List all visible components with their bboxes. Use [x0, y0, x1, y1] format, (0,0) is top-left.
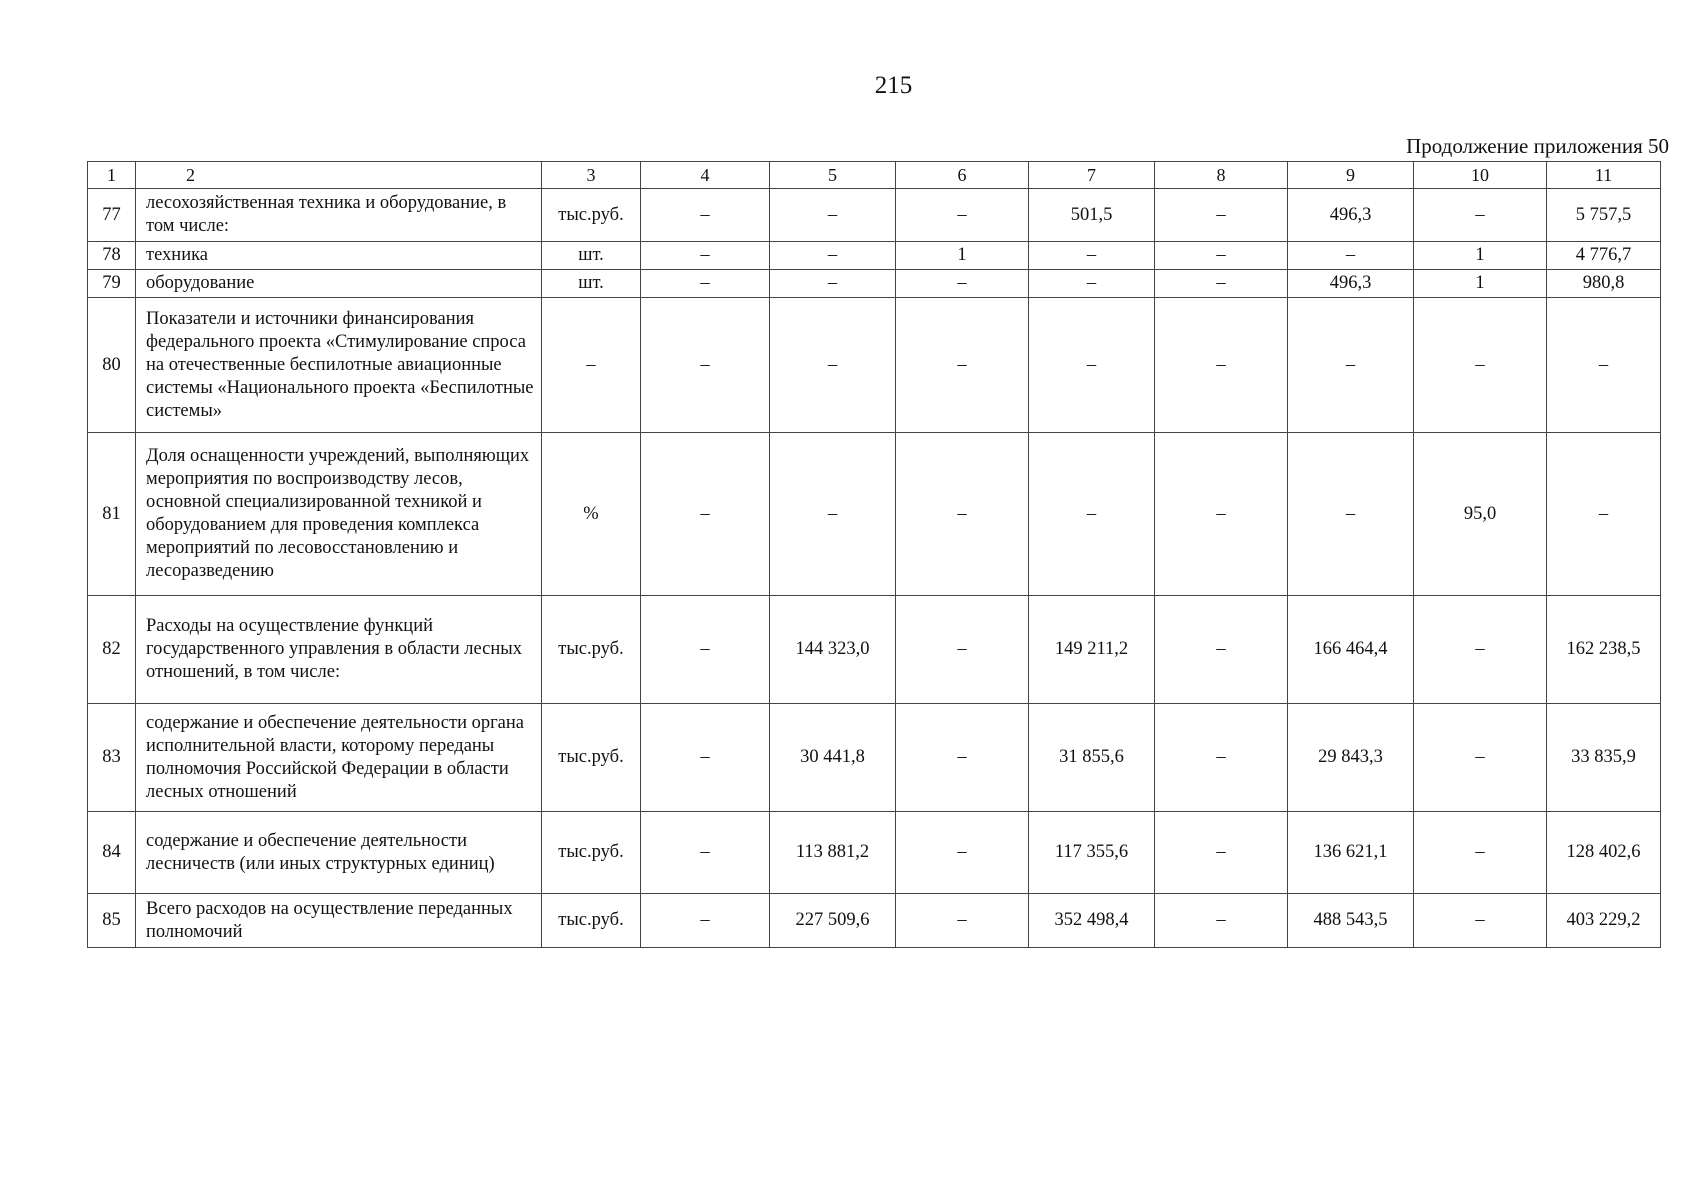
page-number: 215: [874, 72, 913, 99]
table-cell: –: [1414, 596, 1547, 704]
table-cell: –: [1155, 596, 1288, 704]
column-header: 8: [1155, 162, 1288, 189]
table-cell: –: [641, 433, 770, 596]
table-cell: 95,0: [1414, 433, 1547, 596]
table-cell: –: [1155, 812, 1288, 894]
row-unit: %: [542, 433, 641, 596]
table-cell: –: [1414, 189, 1547, 242]
data-table: [87, 161, 1661, 948]
table-cell: –: [1547, 433, 1661, 596]
row-description: оборудование: [136, 270, 542, 298]
column-header: 6: [896, 162, 1029, 189]
table-cell: 227 509,6: [770, 894, 896, 948]
table-row: [88, 704, 1661, 812]
table-cell: 128 402,6: [1547, 812, 1661, 894]
row-description: лесохозяйственная техника и оборудование, в том числе:: [136, 189, 542, 242]
table-cell: 980,8: [1547, 270, 1661, 298]
table-cell: 29 843,3: [1288, 704, 1414, 812]
table-cell: –: [1547, 298, 1661, 433]
row-unit: тыс.руб.: [542, 894, 641, 948]
table-cell: 496,3: [1288, 189, 1414, 242]
continuation-note: Продолжение приложения 50: [1406, 134, 1669, 158]
table-cell: 1: [896, 242, 1029, 270]
table-cell: –: [896, 298, 1029, 433]
table-row: [88, 812, 1661, 894]
row-unit: шт.: [542, 270, 641, 298]
row-unit: –: [542, 298, 641, 433]
row-number: 81: [88, 433, 136, 596]
column-header: 1: [88, 162, 136, 189]
table-cell: –: [1155, 704, 1288, 812]
table-cell: 136 621,1: [1288, 812, 1414, 894]
row-description: Доля оснащенности учреждений, выполняющих мероприятия по воспроизводству лесов, основной специализированной техникой и оборудованием для проведения комплекса мероприятий по лесовосстановлению и лесоразведению: [136, 433, 542, 596]
row-number: 82: [88, 596, 136, 704]
column-header: 2: [136, 162, 542, 189]
table-cell: 501,5: [1029, 189, 1155, 242]
row-number: 85: [88, 894, 136, 948]
row-description: Всего расходов на осуществление переданных полномочий: [136, 894, 542, 948]
row-unit: шт.: [542, 242, 641, 270]
table-cell: –: [641, 189, 770, 242]
table-cell: –: [641, 242, 770, 270]
table-cell: –: [896, 270, 1029, 298]
table-cell: 113 881,2: [770, 812, 896, 894]
table-cell: –: [641, 894, 770, 948]
row-number: 83: [88, 704, 136, 812]
row-description: содержание и обеспечение деятельности органа исполнительной власти, которому переданы полномочия Российской Федерации в области лесных отношений: [136, 704, 542, 812]
table-cell: –: [1155, 242, 1288, 270]
table-cell: –: [1029, 242, 1155, 270]
table-cell: 1: [1414, 270, 1547, 298]
table-cell: –: [896, 596, 1029, 704]
column-header: 5: [770, 162, 896, 189]
table-cell: –: [1414, 704, 1547, 812]
table-cell: –: [1029, 270, 1155, 298]
column-header: 3: [542, 162, 641, 189]
row-number: 77: [88, 189, 136, 242]
table-row: [88, 189, 1661, 242]
table-cell: –: [1155, 270, 1288, 298]
row-description: Показатели и источники финансирования федерального проекта «Стимулирование спроса на отечественные беспилотные авиационные системы «Национального проекта «Беспилотные системы»: [136, 298, 542, 433]
table-cell: 149 211,2: [1029, 596, 1155, 704]
table-cell: –: [1414, 894, 1547, 948]
table-cell: 403 229,2: [1547, 894, 1661, 948]
row-number: 78: [88, 242, 136, 270]
table-cell: 144 323,0: [770, 596, 896, 704]
table-cell: –: [770, 433, 896, 596]
row-unit: тыс.руб.: [542, 596, 641, 704]
table-cell: 162 238,5: [1547, 596, 1661, 704]
table-cell: –: [1414, 812, 1547, 894]
table-cell: 117 355,6: [1029, 812, 1155, 894]
table-cell: –: [1155, 433, 1288, 596]
row-unit: тыс.руб.: [542, 704, 641, 812]
table-cell: 5 757,5: [1547, 189, 1661, 242]
table-cell: 1: [1414, 242, 1547, 270]
table-cell: –: [770, 270, 896, 298]
table-row: [88, 596, 1661, 704]
table-row: [88, 433, 1661, 596]
table-cell: –: [896, 894, 1029, 948]
row-number: 80: [88, 298, 136, 433]
row-description: содержание и обеспечение деятельности лесничеств (или иных структурных единиц): [136, 812, 542, 894]
table-cell: –: [1155, 894, 1288, 948]
table-cell: –: [1155, 189, 1288, 242]
table-cell: –: [1029, 433, 1155, 596]
table-cell: –: [896, 189, 1029, 242]
table-cell: –: [896, 433, 1029, 596]
column-header: 9: [1288, 162, 1414, 189]
row-description: Расходы на осуществление функций государственного управления в области лесных отношений, в том числе:: [136, 596, 542, 704]
table-cell: –: [1288, 298, 1414, 433]
column-header: 10: [1414, 162, 1547, 189]
table-cell: –: [1414, 298, 1547, 433]
table-cell: –: [770, 242, 896, 270]
table-cell: –: [641, 812, 770, 894]
table-cell: 4 776,7: [1547, 242, 1661, 270]
table-cell: –: [641, 270, 770, 298]
table-cell: 496,3: [1288, 270, 1414, 298]
column-header: 4: [641, 162, 770, 189]
table-cell: –: [896, 812, 1029, 894]
table-cell: –: [896, 704, 1029, 812]
table-cell: –: [641, 704, 770, 812]
table-cell: 30 441,8: [770, 704, 896, 812]
table-cell: –: [641, 596, 770, 704]
table-header-row: [88, 162, 1661, 189]
column-header: 7: [1029, 162, 1155, 189]
table-row: [88, 298, 1661, 433]
row-number: 79: [88, 270, 136, 298]
table-row: [88, 894, 1661, 948]
table-cell: –: [1029, 298, 1155, 433]
table-cell: 352 498,4: [1029, 894, 1155, 948]
table-row: [88, 270, 1661, 298]
table-cell: –: [1288, 242, 1414, 270]
table-cell: –: [641, 298, 770, 433]
column-header: 11: [1547, 162, 1661, 189]
table-cell: 166 464,4: [1288, 596, 1414, 704]
table-cell: 488 543,5: [1288, 894, 1414, 948]
table-cell: –: [770, 189, 896, 242]
table-cell: –: [1288, 433, 1414, 596]
row-number: 84: [88, 812, 136, 894]
row-unit: тыс.руб.: [542, 189, 641, 242]
row-description: техника: [136, 242, 542, 270]
table-cell: –: [1155, 298, 1288, 433]
row-unit: тыс.руб.: [542, 812, 641, 894]
table-cell: 33 835,9: [1547, 704, 1661, 812]
table-cell: 31 855,6: [1029, 704, 1155, 812]
table-cell: –: [770, 298, 896, 433]
table-row: [88, 242, 1661, 270]
